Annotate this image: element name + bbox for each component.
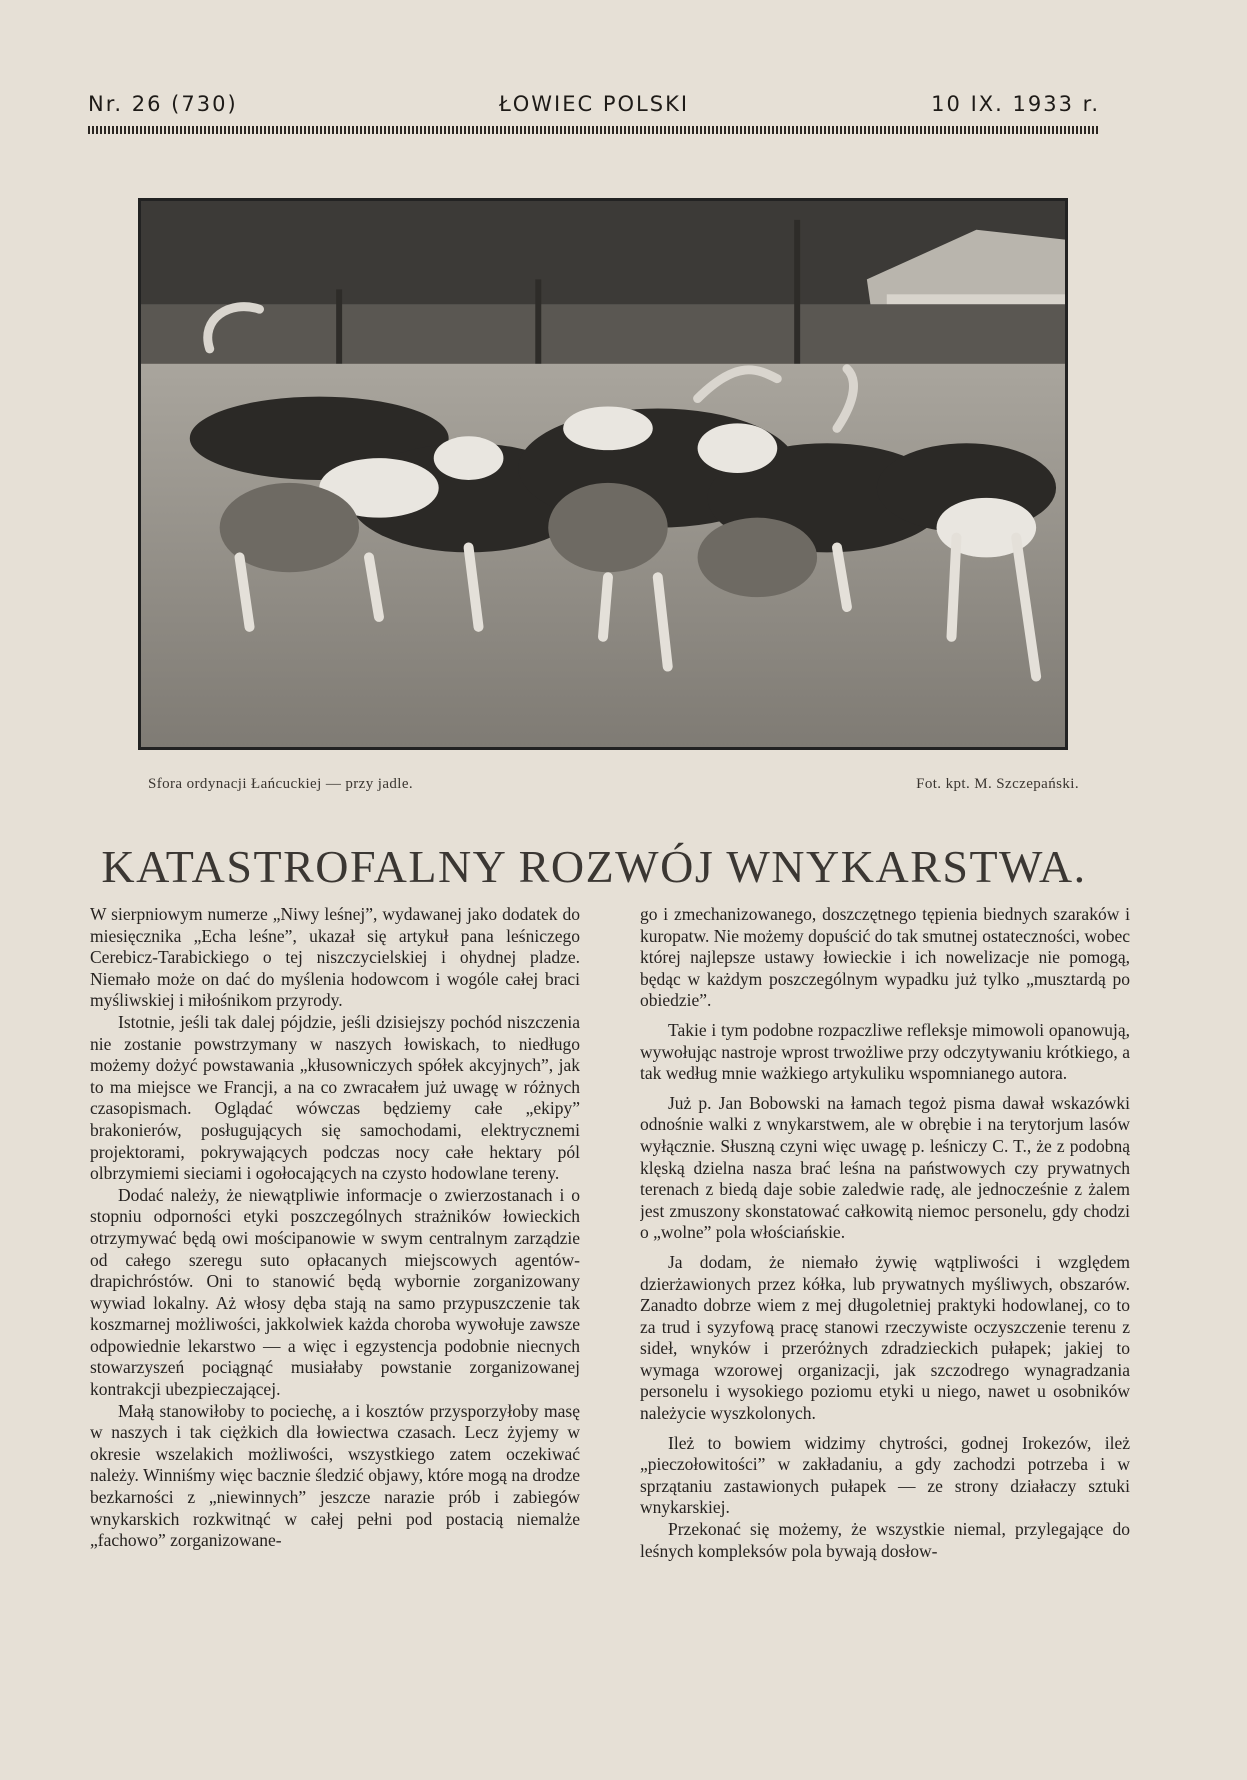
paragraph: W sierpniowym numerze „Niwy leśnej”, wydawanej jako dodatek do miesięcznika „Echa leśne”, ukazał się artykuł pana leśniczego Cerebicz-Tarabickiego o tej niszczycielskiej i ohydnej pladze. Niemało może on dać do myślenia hodowcom i wogóle całej braci myśliwskiej i miłośnikom przyrody. — [90, 904, 580, 1011]
paragraph: Dodać należy, że niewątpliwie informacje o zwierzostanach i o stopniu odporności etyki poszczególnych strażników łowieckich otrzymywać będą owi mościpanowie w swym centralnym zarządzie od całego szeregu suto opłacanych miejscowych agentów-drapichróstów. Oni to stanowić będą wybornie zorganizowany wywiad lokalny. Aż włosy dęba stają na samo przypuszczenie tak koszmarnej możliwości, jakkolwiek każda choroba wywołuje zawsze odpowiednie lekarstwo — a więc i egzystencja podobnie niecnych stowarzyszeń pociągnąć musiałaby powstanie zorganizowanej kontrakcji ubezpieczającej. — [90, 1184, 580, 1400]
photo-credit: Fot. kpt. M. Szczepański. — [916, 776, 1079, 792]
issue-number: Nr. 26 (730) — [88, 92, 238, 116]
paragraph: Istotnie, jeśli tak dalej pójdzie, jeśli dzisiejszy pochód niszczenia nie zostanie powstrzymany w naszych łowiskach, to niedługo możemy dożyć powstawania „kłusowniczych spółek akcyjnych”, jak to ma miejsce we Francji, a na co zwracałem już uwagę w różnych czasopismach. Oglądać wówczas będziemy całe „ekipy” brakonierów, posługujących się samochodami, elektrycznemi projektorami, pokrywających podczas nocy całe hektary pól olbrzymiemi sieciami i ogołocających na czysto hodowlane tereny. — [90, 1011, 580, 1184]
article-column-right — [640, 904, 1130, 1734]
paragraph: Takie i tym podobne rozpaczliwe refleksje mimowoli opanowują, wywołując nastroje wprost trwożliwe przy odczytywaniu krótkiego, a tak według mnie ważkiego artykuliku wspomnianego autora. — [640, 1019, 1130, 1084]
article-column-left — [90, 904, 580, 1734]
paragraph: Ileż to bowiem widzimy chytrości, godnej Irokezów, ileż „pieczołowitości” w zakładaniu, a gdy zachodzi potrzeba i w sprzątaniu zastawionych pułapek — ze strony działaczy sztuki wnykarskiej. — [640, 1432, 1130, 1518]
article-title: KATASTROFALNY ROZWÓJ WNYKARSTWA. — [101, 841, 1087, 892]
photograph-hounds-pack — [138, 198, 1068, 750]
issue-date: 10 IX. 1933 r. — [931, 92, 1100, 116]
header-rule — [88, 126, 1100, 134]
photo-caption: Sfora ordynacji Łańcuckiej — przy jadle. — [148, 776, 414, 792]
running-header — [88, 92, 1100, 122]
publication-title: ŁOWIEC POLSKI — [498, 92, 690, 116]
paragraph: Ja dodam, że niemało żywię wątpliwości i względem dzierżawionych przez kółka, lub prywatnych myśliwych, obszarów. Zanadto dobrze wiem z mej długoletniej praktyki hodowlanej, co to za trud i syzyfową pracę stanowi rzeczywiste oczyszczenie terenu z sideł, wnyków i przeróżnych zdradzieckich pułapek; jakiej to wymaga wzorowej organizacji, jak szczodrego wynagradzania personelu i wysokiego poziomu etyki u niego, nawet u osobników należycie wyszkolonych. — [640, 1251, 1130, 1424]
paragraph: Przekonać się możemy, że wszystkie niemal, przylegające do leśnych kompleksów pola bywają dosłow- — [640, 1519, 1130, 1561]
paragraph: Małą stanowiłoby to pociechę, a i kosztów przysporzyłoby masę w naszych i tak ciężkich dla łowiectwa czasach. Lecz żyjemy w okresie wszelakich możliwości, wszystkiego zatem oczekiwać należy. Winniśmy więc bacznie śledzić objawy, które mogą na drodze bezkarności z „niewinnych” jeszcze narazie prób i zabiegów wnykarskich rozkwitnąć w całej pełni pod postacią niemalże „fachowo” zorganizowane- — [90, 1400, 580, 1551]
photo-illustration — [140, 200, 1066, 748]
paragraph: Już p. Jan Bobowski na łamach tegoż pisma dawał wskazówki odnośnie walki z wnykarstwem, ale w obrębie i na terytorjum lasów wyłącznie. Słuszną czyni więc uwagę p. leśniczy C. T., że z podobną klęską dzielna nasza brać leśna na państwowych czy prywatnych terenach z biedą daje sobie zaledwie radę, ale jednocześnie z żalem jest zmuszony skonstatować całkowitą niemoc personelu, gdy chodzi o „wolne” pola włościańskie. — [640, 1092, 1130, 1243]
paragraph: go i zmechanizowanego, doszczętnego tępienia biednych szaraków i kuropatw. Nie możemy dopuścić do tak smutnej ostateczności, wobec której najlepsze ustawy łowieckie i ich nowelizacje nie pomogą, będąc w każdym poszczególnym wypadku już tylko „musztardą po obiedzie”. — [640, 904, 1130, 1011]
